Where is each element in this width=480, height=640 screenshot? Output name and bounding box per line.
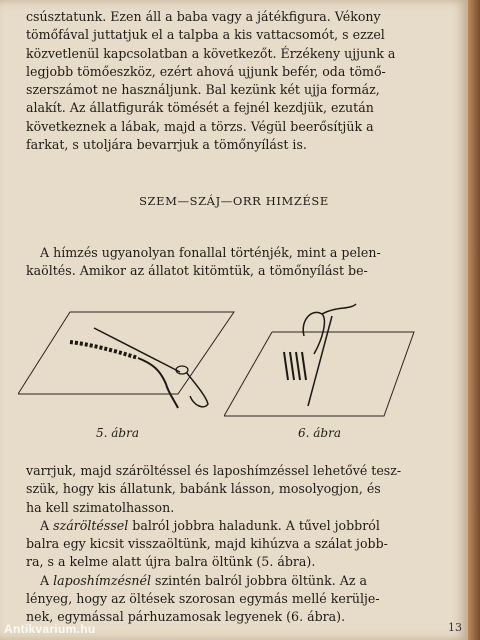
text-line: tömőfával juttatjuk el a talpba a kis vattacsomót, s ezzel xyxy=(26,27,385,43)
text-line: szerszámot ne használjunk. Bal kezünk két ujja formáz, xyxy=(26,82,380,98)
text-line: lényeg, hogy az öltések szorosan egymás mellé kerülje- xyxy=(26,591,380,607)
text-line: közvetlenül kapcsolatban a következőt. Érzékeny ujjunk a xyxy=(26,45,396,61)
section-heading: SZEM—SZÁJ—ORR HIMZÉSE xyxy=(139,194,329,208)
emphasis-term: száröltéssel xyxy=(53,517,129,533)
figure-6-satin-stitch xyxy=(224,300,422,418)
text-line: A hímzés ugyanolyan fonallal történjék, mint a pelen- xyxy=(40,245,381,260)
figure-5-stem-stitch xyxy=(18,300,236,418)
paragraph-satin-stitch-line xyxy=(26,572,444,590)
paragraph-stem-stitch-line xyxy=(26,517,444,535)
emphasis-term: laposhímzésnél xyxy=(53,572,151,588)
body-paragraphs xyxy=(26,462,444,627)
text-line: legjobb tömőeszköz, ezért ahová ujjunk befér, oda tömő- xyxy=(26,63,386,79)
text-line: ha kell szimatolhasson. xyxy=(26,499,175,515)
text-line: csúsztatunk. Ezen áll a baba vagy a játékfigura. Vékony xyxy=(26,9,381,24)
text-line: alakít. Az állatfigurák tömését a fejnél kezdjük, ezután xyxy=(26,100,374,116)
figure-6-caption: 6. ábra xyxy=(298,426,341,440)
text-span: A xyxy=(40,572,54,588)
text-line: szük, hogy kis állatunk, babánk lásson, mosolyogjon, és xyxy=(26,481,381,497)
figure-5-caption: 5. ábra xyxy=(96,426,139,440)
text-line: ra, s a kelme alatt újra balra öltünk (5. ábra). xyxy=(26,554,316,570)
text-span: A xyxy=(40,517,54,533)
watermark: Antikvarium.hu xyxy=(4,622,96,636)
top-paragraph xyxy=(26,8,444,154)
text-line: balra egy kicsit visszaöltünk, majd kihúzva a szálat jobb- xyxy=(26,536,388,552)
text-line: következnek a lábak, majd a törzs. Végül beerősítjük a xyxy=(26,118,374,134)
text-line: kaöltés. Amikor az állatot kitömtük, a tömőnyílást be- xyxy=(26,263,368,279)
text-span: balról jobbra haladunk. A tűvel jobbról xyxy=(128,517,380,533)
text-line: nek, egymással párhuzamosak legyenek (6. ábra). xyxy=(26,609,346,625)
text-line: varrjuk, majd száröltéssel és laposhímzéssel lehetővé tesz- xyxy=(26,463,402,478)
text-span: szintén balról jobbra öltünk. Az a xyxy=(150,572,367,588)
book-spine xyxy=(468,0,480,640)
page-number: 13 xyxy=(448,621,462,634)
text-line: farkat, s utoljára bevarrjuk a tömőnyílást is. xyxy=(26,137,307,153)
intro-paragraph xyxy=(26,244,444,281)
